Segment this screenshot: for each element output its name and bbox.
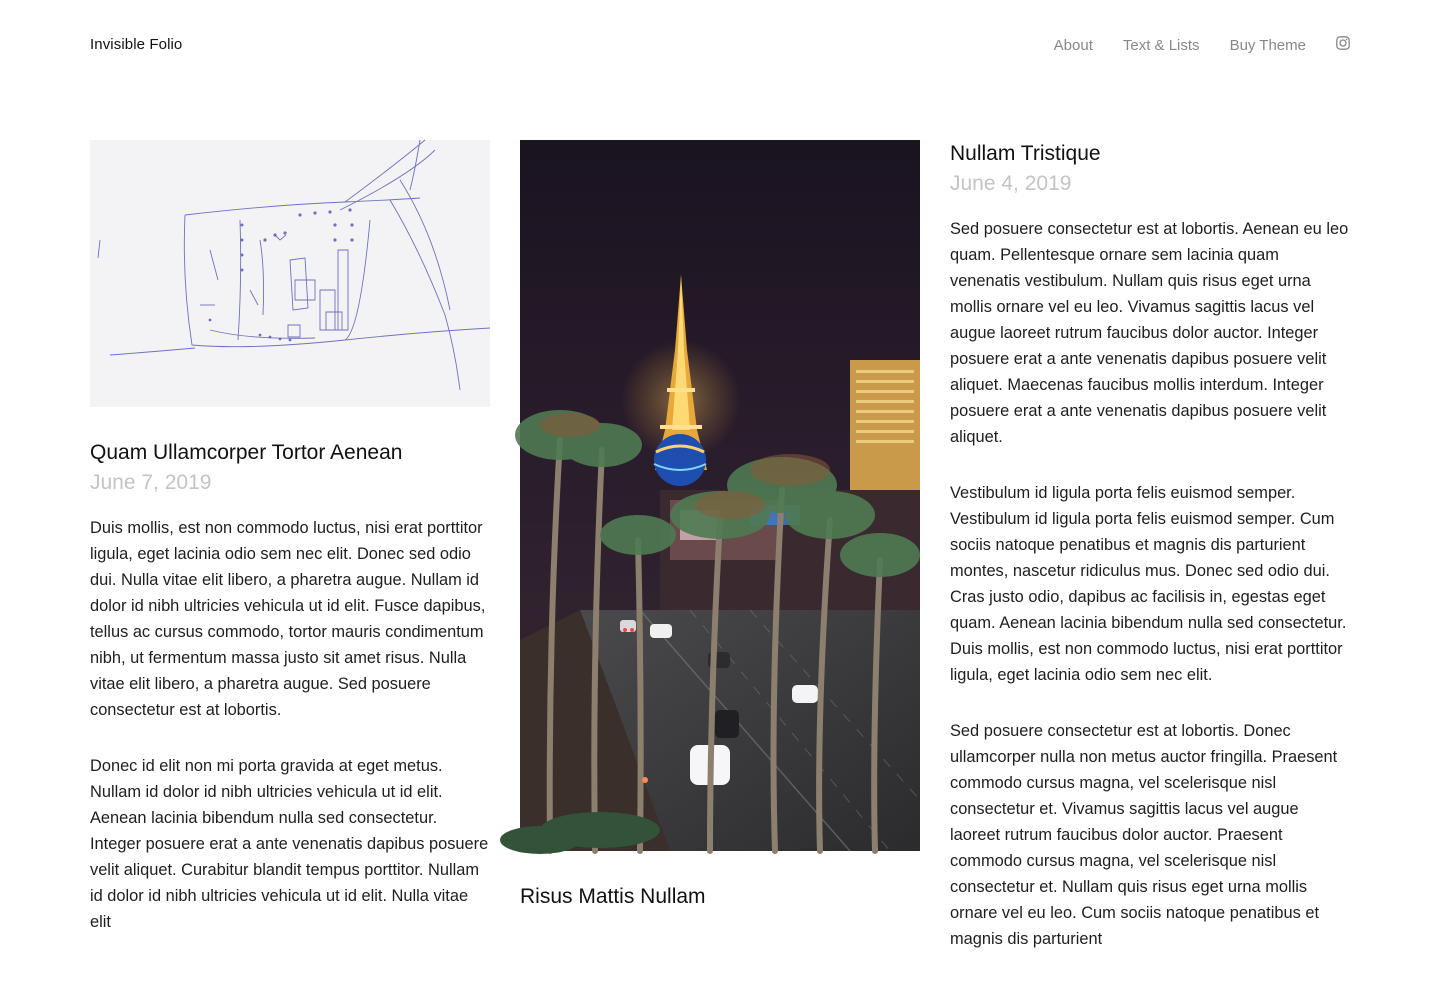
site-title-link[interactable]: Invisible Folio (90, 36, 183, 53)
post-1-title[interactable]: Quam Ullamcorper Tortor Aenean (90, 441, 403, 464)
post-card-1 (90, 140, 490, 965)
post-3-paragraph-3: Sed posuere consectetur est at lobortis. Donec ullamcorper nulla non metus auctor fringilla. Praesent commodo cursus magna, vel scelerisque nisl consectetur et. Vivamus sagittis lacus vel augue laoreet rutrum faucibus dolor auctor. Praesent commodo cursus magna, vel scelerisque nisl consectetur et. Nullam quis risus eget urna mollis ornare vel eu leo. Cum sociis natoque penatibus et magnis dis parturient (950, 722, 1338, 948)
nav-item-buy-theme[interactable]: Buy Theme (1229, 36, 1306, 54)
post-1-paragraph-2: Donec id elit non mi porta gravida at eget metus. Nullam id dolor id nibh ultricies vehicula ut id elit. Aenean lacinia bibendum nulla sed consectetur. Integer posuere erat a ante venenatis dapibus posuere velit aliquet. Curabitur blandit tempus porttitor. Nullam id dolor id nibh ultricies vehicula ut id elit. Nulla vitae elit (90, 757, 489, 931)
post-3-title[interactable]: Nullam Tristique (950, 142, 1101, 165)
sketch-map-image (90, 140, 490, 407)
post-3-body (950, 216, 1350, 952)
post-card-2 (520, 140, 920, 911)
post-2-image-link[interactable] (520, 140, 920, 851)
instagram-icon (1336, 36, 1350, 50)
instagram-link[interactable] (1336, 36, 1350, 54)
post-2-title[interactable]: Risus Mattis Nullam (520, 885, 706, 908)
post-3-paragraph-1: Sed posuere consectetur est at lobortis. Aenean eu leo quam. Pellentesque ornare sem lacinia quam venenatis vestibulum. Nullam quis risus eget urna mollis ornare vel eu leo. Vivamus sagittis lacus vel augue laoreet rutrum faucibus dolor auctor. Integer posuere erat a ante venenatis dapibus posuere velit aliquet. Maecenas faucibus mollis interdum. Integer posuere erat a ante venenatis dapibus posuere velit aliquet. (950, 220, 1349, 446)
post-3-date: June 4, 2019 (950, 172, 1072, 195)
nav-item-text-lists[interactable]: Text & Lists (1122, 36, 1200, 54)
post-1-image-link[interactable] (90, 140, 490, 407)
night-city-photo (520, 140, 920, 851)
post-1-date: June 7, 2019 (90, 471, 212, 494)
post-1-body (90, 515, 490, 935)
post-3-paragraph-2: Vestibulum id ligula porta felis euismod semper. Vestibulum id ligula porta felis euismod semper. Cum sociis natoque penatibus et magnis dis parturient montes, nascetur ridiculus mus. Donec sed odio dui. Cras justo odio, dapibus ac facilisis in, egestas eget quam. Aenean lacinia bibendum nulla sed consectetur. Duis mollis, est non commodo luctus, nisi erat porttitor ligula, eget lacinia odio sem nec elit. (950, 484, 1347, 684)
main-nav (1054, 36, 1350, 54)
nav-item-about[interactable]: About (1053, 36, 1093, 54)
post-1-paragraph-1: Duis mollis, est non commodo luctus, nisi erat porttitor ligula, eget lacinia odio sem nec elit. Donec sed odio dui. Nulla vitae elit libero, a pharetra augue. Nullam id dolor id nibh ultricies vehicula ut id elit. Fusce dapibus, tellus ac cursus commodo, tortor mauris condimentum nibh, ut fermentum massa justo sit amet risus. Nulla vitae elit libero, a pharetra augue. Sed posuere consectetur est at lobortis. (90, 519, 486, 719)
post-card-3 (950, 140, 1350, 982)
